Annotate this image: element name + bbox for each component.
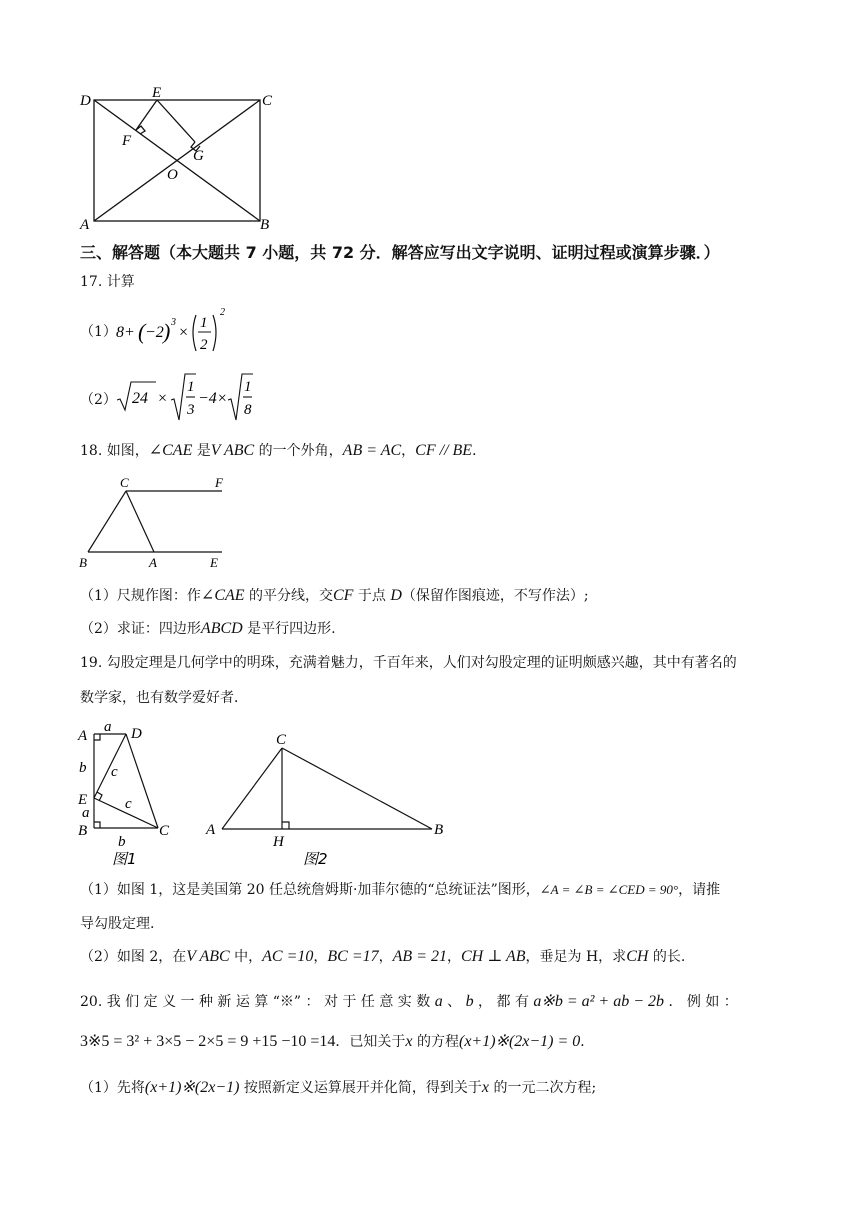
q19-part1-line2: 导勾股定理. (80, 916, 155, 932)
figure-q18 (72, 472, 242, 572)
q19-p2-c: 中， (229, 949, 263, 965)
q18-stem-f: ， (401, 443, 416, 459)
svg-text:−4×: −4× (198, 390, 228, 407)
q19-p1-a: （1）如图 1，这是美国第 20 任总统詹姆斯·加菲尔德的“总统证法”图形， (80, 882, 540, 898)
q20-l1-e: ， 都 有 (478, 994, 529, 1010)
q19-stem-line2: 数学家，也有数学爱好者． (80, 690, 248, 706)
q20-l1-g: ． 例 如 ： (668, 994, 738, 1010)
label-c2: c (125, 796, 132, 812)
q18-stem-b: 是 (192, 443, 211, 459)
right-angle-h (282, 822, 289, 829)
label-a-top: a (104, 719, 112, 735)
q19-p2-triangle: V ABC (186, 948, 230, 965)
label-e: E (78, 792, 88, 808)
label-a: A (80, 217, 90, 233)
label-c: C (276, 732, 287, 748)
q20-equation: (x+1)※(2x−1) = 0 (458, 1033, 581, 1050)
q20-l1-a: 20. 我 们 定 义 一 种 新 运 算 “※” ： 对 于 任 意 实 数 (80, 994, 431, 1010)
q19-p2-bc: BC =17 (327, 948, 379, 965)
q18-p1-a: （1）尺规作图：作 (80, 588, 201, 604)
q18-part1 (80, 586, 589, 606)
segment-cb (88, 491, 126, 552)
q20-l2-f: ． (580, 1034, 595, 1050)
caption-fig1: 图1 (112, 850, 137, 868)
q20-p1-expr: (x+1)※(2x−1) (144, 1079, 240, 1096)
right-angle-b (94, 822, 100, 828)
q18-ab-eq-ac: AB = AC (342, 442, 402, 459)
q19-stem-line1: 19. 勾股定理是几何学中的明珠，充满着魅力，千百年来，人们对勾股定理的证明颇感兴趣，其中有著名的 (80, 655, 737, 671)
label-f: F (215, 475, 223, 490)
label-o: O (167, 167, 178, 183)
q20-l2-x: x (405, 1033, 413, 1050)
label-a-left: a (82, 805, 90, 821)
q19-p2-ch-perp: CH ⊥ AB (460, 948, 526, 965)
label-c: C (262, 93, 273, 109)
figure-rectangle-abcd (70, 85, 290, 235)
q20-example: 3※5 = 3² + 3×5 − 2×5 = 9 +15 −10 =14 (80, 1033, 336, 1050)
q18-p1-angle: ∠CAE (200, 587, 245, 604)
q17-part1 (80, 322, 117, 342)
svg-text:): ) (163, 319, 171, 344)
segment-ed (94, 734, 126, 798)
section-heading: 三、解答题（本大题共 7 小题，共 72 分．解答应写出文字说明、证明过程或演算步骤．） (80, 243, 720, 262)
svg-text:3: 3 (187, 402, 195, 418)
q20-l1-c: 、 (447, 994, 462, 1010)
right-angle-a (94, 734, 100, 740)
q17-p1-formula (116, 305, 236, 357)
segment-eg (157, 100, 195, 142)
q20-p1-e: 的一元二次方程; (489, 1080, 597, 1096)
label-a: A (206, 822, 216, 838)
q19-p2-ac: AC =10 (262, 948, 314, 965)
label-c: C (159, 823, 170, 839)
q18-angle-cae: ∠CAE (148, 442, 193, 459)
svg-text:2: 2 (200, 337, 208, 353)
q20-var-a: a (434, 993, 443, 1010)
segment-ca (126, 491, 154, 552)
q19-part2 (80, 947, 685, 967)
q17-p2-label: （2） (80, 392, 117, 408)
segment-ef (136, 100, 157, 130)
q19-p2-a: （2）如图 2，在 (80, 949, 187, 965)
segment-dc (126, 734, 158, 828)
label-f: F (122, 133, 132, 149)
segment-ca (222, 748, 282, 829)
q18-p2-abcd: ABCD (200, 620, 243, 637)
q17-p2-formula (116, 372, 256, 426)
q18-stem-h: ． (472, 443, 487, 459)
label-d: D (80, 93, 91, 109)
q17-part2 (80, 390, 117, 410)
q18-stem-d: 的一个外角， (254, 443, 343, 459)
label-h: H (273, 834, 284, 850)
svg-text:2: 2 (220, 307, 225, 318)
q19-p2-e: ， (313, 949, 328, 965)
q19-p2-i: ， (446, 949, 461, 965)
label-c: C (120, 475, 129, 490)
q19-p2-k: ，垂足为 H，求 (525, 949, 627, 965)
segment-cb (282, 748, 432, 829)
figure-q19-fig1 (70, 716, 190, 871)
svg-text:8: 8 (244, 402, 252, 418)
q19-p1-c: ，请推 (678, 882, 721, 898)
q20-p1-x: x (481, 1079, 489, 1096)
label-e: E (152, 85, 162, 101)
svg-text:1: 1 (244, 379, 252, 395)
label-b-side: b (79, 760, 87, 776)
q18-p1-d: D (390, 587, 402, 604)
q20-line2 (80, 1032, 594, 1052)
q18-cf-parallel-be: CF // BE (415, 442, 473, 459)
q20-l2-d: 的方程 (412, 1034, 459, 1050)
q18-p2-c: 是平行四边形. (242, 621, 336, 637)
label-a: A (149, 555, 157, 570)
q17-p1-expression (116, 305, 236, 355)
q17-p1-label: （1） (80, 324, 117, 340)
caption-fig2: 图2 (303, 850, 328, 868)
label-d: D (131, 726, 142, 742)
q18-stem (80, 441, 486, 461)
q18-p1-e: 于点 (353, 588, 391, 604)
q19-part1-line1 (80, 880, 720, 900)
q20-l2-b: ．已知关于 (335, 1034, 406, 1050)
q18-part2 (80, 619, 336, 639)
svg-text:×: × (178, 324, 189, 341)
svg-text:1: 1 (200, 315, 208, 331)
label-e: E (210, 555, 218, 570)
q20-var-b: b (465, 993, 474, 1010)
label-a: A (78, 728, 88, 744)
q18-p1-cf: CF (333, 587, 354, 604)
q18-stem-prefix: 18. 如图， (80, 443, 149, 459)
q20-line1 (80, 992, 738, 1012)
q18-triangle-abc: V ABC (210, 442, 255, 459)
q18-p1-g: （保留作图痕迹，不写作法）; (401, 588, 589, 604)
svg-text:×: × (157, 390, 168, 407)
svg-text:1: 1 (187, 379, 195, 395)
q19-p2-ab: AB = 21 (392, 948, 447, 965)
q19-p1-angles: ∠A = ∠B = ∠CED = 90° (539, 882, 679, 897)
q19-p2-g: ， (378, 949, 393, 965)
q20-part1 (80, 1078, 596, 1098)
svg-text:−2: −2 (145, 324, 164, 341)
svg-text:8+: 8+ (116, 324, 135, 341)
label-b: B (260, 217, 270, 233)
label-b: B (78, 823, 88, 839)
svg-text:3: 3 (171, 317, 176, 328)
q17-title: 17. 计算 (80, 274, 135, 290)
q17-p2-expression (116, 372, 256, 430)
label-b-bottom: b (118, 834, 126, 850)
q19-p2-m: 的长. (648, 949, 686, 965)
q20-p1-c: 按照新定义运算展开并化简，得到关于 (239, 1080, 482, 1096)
label-b: B (79, 555, 87, 570)
label-c1: c (111, 764, 118, 780)
label-g: G (193, 148, 204, 164)
q19-p2-ch: CH (626, 948, 649, 965)
q18-p2-a: （2）求证：四边形 (80, 621, 201, 637)
label-b: B (434, 822, 444, 838)
q20-p1-a: （1）先将 (80, 1080, 145, 1096)
q18-p1-c: 的平分线，交 (244, 588, 333, 604)
q20-def: a※b = a² + ab − 2b (533, 993, 664, 1010)
svg-text:(: ( (138, 319, 146, 344)
svg-text:24: 24 (132, 390, 148, 407)
figure-q19-fig2 (200, 726, 460, 871)
